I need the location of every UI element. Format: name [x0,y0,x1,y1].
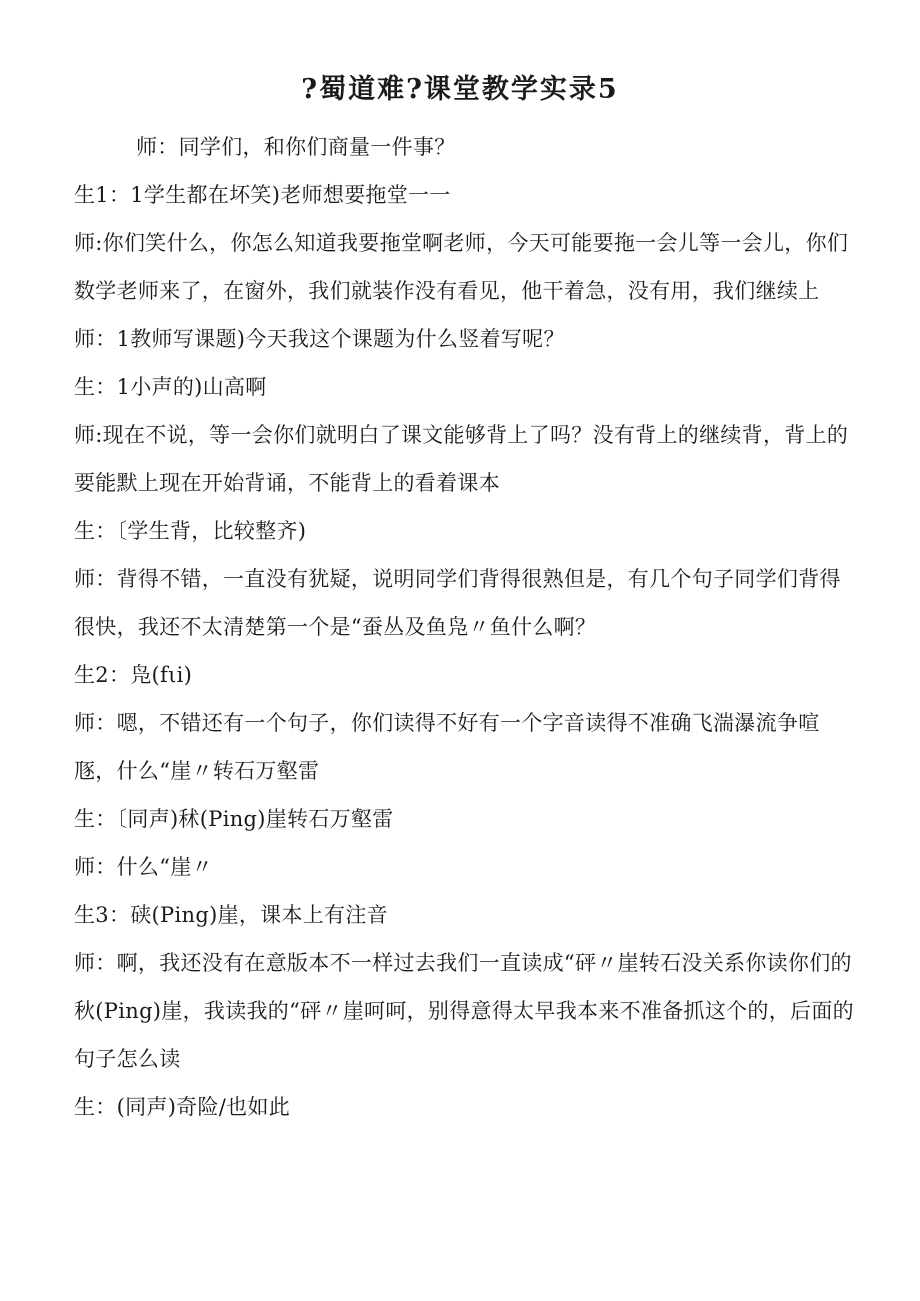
paragraph: 师：1教师写课题)今天我这个课题为什么竖着写呢？ [74,327,565,351]
paragraph: 师:现在不说，等一会你们就明白了课文能够背上了吗？没有背上的继续背，背上的要能默上现在开始背诵，不能背上的看着课本 [74,423,849,495]
document-title: ?蜀道难?课堂教学实录5 [301,74,619,105]
document-body [62,123,862,1131]
paragraph: 师：背得不错，一直没有犹疑，说明同学们背得很熟但是，有几个句子同学们背得很快，我还不太清楚第一个是“蚕丛及鱼凫〃鱼什么啊？ [74,567,841,639]
paragraph: 师：什么“崖〃 [74,855,213,879]
paragraph: 生3：硖(Ping)崖，课本上有注音 [74,903,388,927]
paragraph: 生：(同声)奇险/也如此 [74,1095,291,1119]
paragraph: 师:你们笑什么，你怎么知道我要拖堂啊老师，今天可能要拖一会儿等一会儿，你们数学老师来了，在窗外，我们就装作没有看见，他干着急，没有用，我们继续上 [74,231,849,303]
paragraph: 师：嗯，不错还有一个句子，你们读得不好有一个字音读得不准确飞湍瀑流争喧豗，什么“崖〃转石万壑雷 [74,711,820,783]
paragraph: 师：啊，我还没有在意版本不一样过去我们一直读成“砰〃崖转石没关系你读你们的秋(Ping)崖，我读我的“砰〃崖呵呵，别得意得太早我本来不准备抓这个的，后面的句子怎么读 [74,951,854,1071]
paragraph: 师：同学们，和你们商量一件事？ [136,135,456,159]
paragraph: 生2：凫(fιi) [74,663,193,687]
paragraph: 生1：1学生都在坏笑)老师想要拖堂一一 [74,183,451,207]
paragraph: 生：〔学生背，比较整齐) [74,519,307,543]
paragraph: 生：1小声的)山高啊 [74,375,267,399]
paragraph: 生：〔同声)秫(Ping)崖转石万壑雷 [74,807,394,831]
